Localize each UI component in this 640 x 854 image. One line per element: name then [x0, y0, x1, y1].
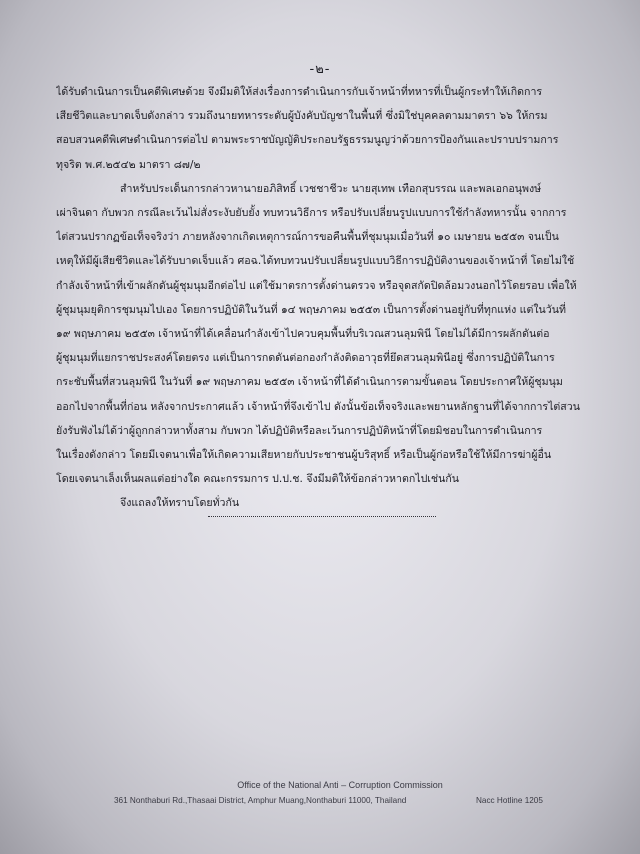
footer-hotline: Nacc Hotline 1205 — [476, 796, 543, 805]
text-line: ไต่สวนปรากฏข้อเท็จจริงว่า ภายหลังจากเกิดเหตุการณ์การขอคืนพื้นที่ชุมนุมเมื่อวันที่ ๑๐ เมษายน ๒๕๕๓ จนเป็น — [56, 231, 559, 244]
text-line: ยังรับฟังไม่ได้ว่าผู้ถูกกล่าวหาทั้งสาม กับพวก ได้ปฏิบัติหรือละเว้นการปฏิบัติหน้าที่โดยมิชอบในการดำเนินการ — [56, 424, 543, 437]
letterhead-footer — [0, 780, 640, 805]
dotted-divider — [208, 516, 436, 517]
text-line: ผู้ชุมนุมยุติการชุมนุมไปเอง โดยการปฏิบัติในวันที่ ๑๔ พฤษภาคม ๒๕๕๓ เป็นการตั้งด่านอยู่กับที่ทุกแห่ง แต่ในวันที่ — [56, 303, 566, 316]
paragraph-finding — [56, 177, 604, 492]
text-line: สอบสวนคดีพิเศษดำเนินการต่อไป ตามพระราชบัญญัติประกอบรัฐธรรมนูญว่าด้วยการป้องกันและปราบปรามการ — [56, 134, 559, 147]
text-line: ออกไปจากพื้นที่ก่อน หลังจากประกาศแล้ว เจ้าหน้าที่จึงเข้าไป ดังนั้นข้อเท็จจริงและพยานหลักฐานที่ได้จากการไต่สวน — [56, 400, 580, 413]
paragraph-continuation — [56, 80, 604, 177]
text-line: ผู้ชุมนุมที่แยกราชประสงค์โดยตรง แต่เป็นการกดดันต่อกองกำลังติดอาวุธที่ยึดสวนลุมพินีอยู่ ซึ่งการปฏิบัติในการ — [56, 352, 555, 365]
text-line: ทุจริต พ.ศ.๒๕๔๒ มาตรา ๘๗/๒ — [56, 158, 201, 171]
text-line: ในเรื่องดังกล่าว โดยมีเจตนาเพื่อให้เกิดความเสียหายกับประชาชนผู้บริสุทธิ์ หรือเป็นผู้ก่อหรือใช้ให้มีการฆ่าผู้อื่น — [56, 449, 552, 462]
document-body — [56, 80, 604, 516]
text-line: โดยเจตนาเล็งเห็นผลแต่อย่างใด คณะกรรมการ ป.ป.ช. จึงมีมติให้ข้อกล่าวหาตกไปเช่นกัน — [56, 473, 460, 486]
footer-address: 361 Nonthaburi Rd.,Thasaai District, Amphur Muang,Nonthaburi 11000, Thailand — [114, 796, 407, 805]
text-line: ได้รับดำเนินการเป็นคดีพิเศษด้วย จึงมีมติให้ส่งเรื่องการดำเนินการกับเจ้าหน้าที่ทหารที่เป็นผู้กระทำให้เกิดการ — [56, 86, 543, 98]
text-line: เผ่าจินดา กับพวก กรณีละเว้นไม่สั่งระงับยับยั้ง ทบทวนวิธีการ หรือปรับเปลี่ยนรูปแบบการใช้กำลังทหารนั้น จากการ — [56, 207, 567, 220]
footer-organization: Office of the National Anti – Corruption Commission — [237, 780, 443, 790]
text-line: กำลังเจ้าหน้าที่เข้าผลักดันผู้ชุมนุมอีกต่อไป แต่ใช้มาตรการตั้งด่านตรวจ หรือจุดสกัดปิดล้อมวงนอกไว้โดยรอบ เพื่อให้ — [56, 279, 577, 292]
text-line: ๑๙ พฤษภาคม ๒๕๕๓ เจ้าหน้าที่ได้เคลื่อนกำลังเข้าไปควบคุมพื้นที่บริเวณสวนลุมพินี โดยไม่ได้มีการผลักดันต่อ — [56, 328, 550, 341]
text-line: เสียชีวิตและบาดเจ็บดังกล่าว รวมถึงนายทหารระดับผู้บังคับบัญชาในพื้นที่ ซึ่งมิใช่บุคคลตามมาตรา ๖๖ ให้กรม — [56, 110, 548, 123]
text-line: เหตุให้มีผู้เสียชีวิตและได้รับบาดเจ็บแล้ว ศอฉ.ได้ทบทวนปรับเปลี่ยนรูปแบบวิธีการปฏิบัติงานของเจ้าหน้าที่ โดยไม่ใช้ — [56, 255, 575, 268]
page-number: -๒- — [309, 62, 331, 77]
paragraph-closing — [56, 491, 604, 515]
text-line: สำหรับประเด็นการกล่าวหานายอภิสิทธิ์ เวชชาชีวะ นายสุเทพ เทือกสุบรรณ และพลเอกอนุพงษ์ — [120, 182, 542, 195]
closing-statement: จึงแถลงให้ทราบโดยทั่วกัน — [120, 497, 240, 510]
text-line: กระชับพื้นที่สวนลุมพินี ในวันที่ ๑๙ พฤษภาคม ๒๕๕๓ เจ้าหน้าที่ได้ดำเนินการตามขั้นตอน โดยประกาศให้ผู้ชุมนุม — [56, 376, 563, 389]
